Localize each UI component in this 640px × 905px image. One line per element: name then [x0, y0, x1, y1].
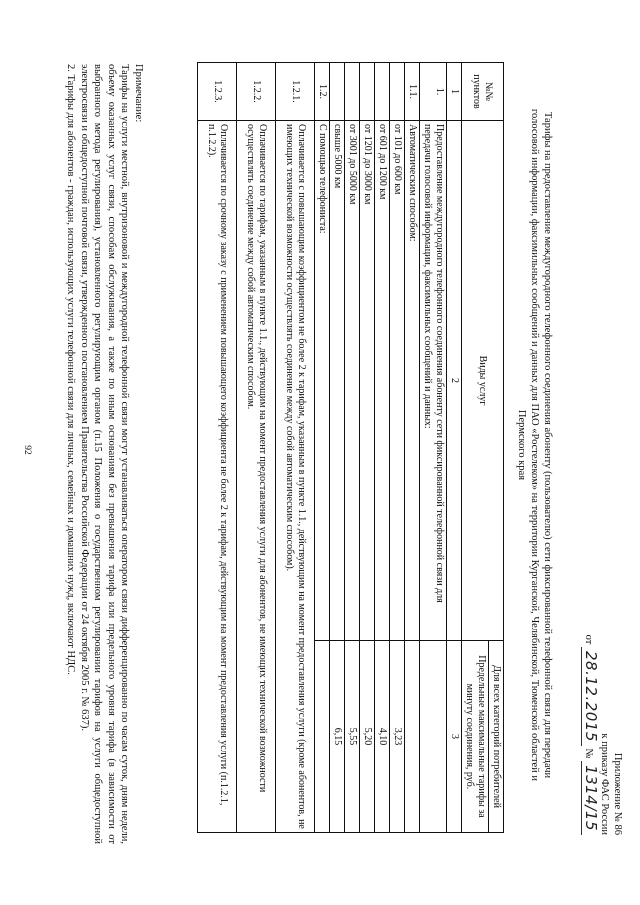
table-row [315, 63, 330, 833]
row-number [330, 63, 345, 121]
title-line-1: Тарифы на предоставление междугородного телефонного соединения абоненту (пользователю) сети фиксированной телефонной связи для передачи [542, 111, 553, 779]
appendix-number: Приложение № 86 [612, 752, 623, 835]
table-column-numbers [447, 63, 462, 833]
row-number: 1.2.1. [276, 63, 315, 121]
date-prefix: от [583, 634, 594, 645]
row-tariff [405, 641, 420, 833]
table-row [405, 63, 420, 833]
table-row [276, 63, 315, 833]
header-consumer-group: Для всех категорий потребителей [489, 641, 504, 833]
notes-section [64, 64, 145, 844]
row-tariff: 6,15 [330, 641, 345, 833]
table-row [345, 63, 360, 833]
row-number: 1.1. [405, 63, 420, 121]
row-number [390, 63, 405, 121]
row-number [345, 63, 360, 121]
row-service: от 101 до 600 км [390, 121, 405, 641]
column-number: 3 [447, 641, 462, 833]
column-number: 1 [447, 63, 462, 121]
tariff-table [197, 62, 504, 833]
row-service: от 601 до 1200 км [375, 121, 390, 641]
row-service: от 1201 до 3000 км [360, 121, 375, 641]
note-paragraph-1: Тарифы на услуги местной, внутризоновой и междугородной телефонной связи могут устанавливаться оператором связи дифференцированно по часам суток, дням недели, объему оказанных услуг связи, способам обслуживания, а также по иным основаниям без превышения тарифа или предельного уровня тарифа (в зависимости от выбранного метода регулирования), установленного регулирующим органом (п.15 Положения о государственном регулировании тарифов на услуги общедоступной электросвязи и общедоступной почтовой связи, утвержденного постановлением Правительства Российской Федерации от 24 октября 2005 г. № 637). [79, 64, 131, 844]
appendix-date-line [582, 600, 600, 835]
row-service: Оплачивается по тарифам, указанным в пункте 1.1., действующим на момент предоставления услуги для абонентов, не имеющих технической возможности осуществлять соединение между собой автоматическим способом. [237, 121, 276, 833]
title-line-2: голосовой информации, факсимильных сообщений и данных для ПАО «Ростелеком» на территории Курганской, Челябинской, Тюменской областей и [529, 108, 540, 782]
appendix-order: к приказу ФАС России [599, 733, 610, 835]
row-tariff: 3,23 [390, 641, 405, 833]
title-line-3: Пермского края [516, 409, 527, 481]
row-service: Оплачивается по срочному заказу с применением повышающего коэффициента не более 2 к тарифам, действующим на момент предоставления услуги (п.1.2.1, п.1.2.2). [198, 121, 237, 833]
row-tariff [420, 641, 447, 833]
table-row [390, 63, 405, 833]
note-paragraph-2: 2. Тарифы для абонентов - граждан, использующих услуги телефонной связи для личных, семейных и домашних нужд, включают НДС. [65, 64, 77, 675]
row-tariff: 5,20 [360, 641, 375, 833]
header-service-type: Виды услуг [462, 121, 504, 641]
notes-heading: Примечание: [133, 64, 144, 123]
table-row [330, 63, 345, 833]
row-number: 1. [420, 63, 447, 121]
row-service: С помощью телефониста: [315, 121, 330, 641]
row-tariff [315, 641, 330, 833]
header-max-tariff: Предельные максимальные тарифы за минуту соединения, руб. [462, 641, 489, 833]
table-row [420, 63, 447, 833]
row-service: Оплачивается с повышающим коэффициентом не более 2 к тарифам, указанным в пункте 1.1., действующим на момент предоставления услуги (кроме абонентов, не имеющих технической возможности осуществлять соединение между собой автоматическим способом). [276, 121, 315, 833]
page-number: 92 [22, 445, 32, 455]
row-number: 1.2. [315, 63, 330, 121]
row-service: свыше 5000 км [330, 121, 345, 641]
header-item-number: №№ пунктов [462, 63, 504, 121]
row-number: 1.2.2. [237, 63, 276, 121]
row-number [375, 63, 390, 121]
row-tariff: 4,10 [375, 641, 390, 833]
handwritten-date: 28.12.2015 [581, 647, 600, 746]
document-title [515, 40, 554, 850]
number-prefix: № [583, 748, 594, 759]
row-service: Автоматическим способом: [405, 121, 420, 641]
table-row [360, 63, 375, 833]
table-row [237, 63, 276, 833]
row-service: Предоставление междугородного телефонного соединения абоненту сети фиксированной телефонной связи для передачи голосовой информации, факсимильных сообщений и данных: [420, 121, 447, 641]
table-row [375, 63, 390, 833]
table-row [198, 63, 237, 833]
row-number: 1.2.3. [198, 63, 237, 121]
row-number [360, 63, 375, 121]
column-number: 2 [447, 121, 462, 641]
appendix-block [582, 600, 624, 835]
table-header-row [489, 63, 504, 833]
handwritten-order-number: 1314/15 [581, 761, 600, 835]
row-service: от 3001 до 5000 км [345, 121, 360, 641]
row-tariff: 5,55 [345, 641, 360, 833]
